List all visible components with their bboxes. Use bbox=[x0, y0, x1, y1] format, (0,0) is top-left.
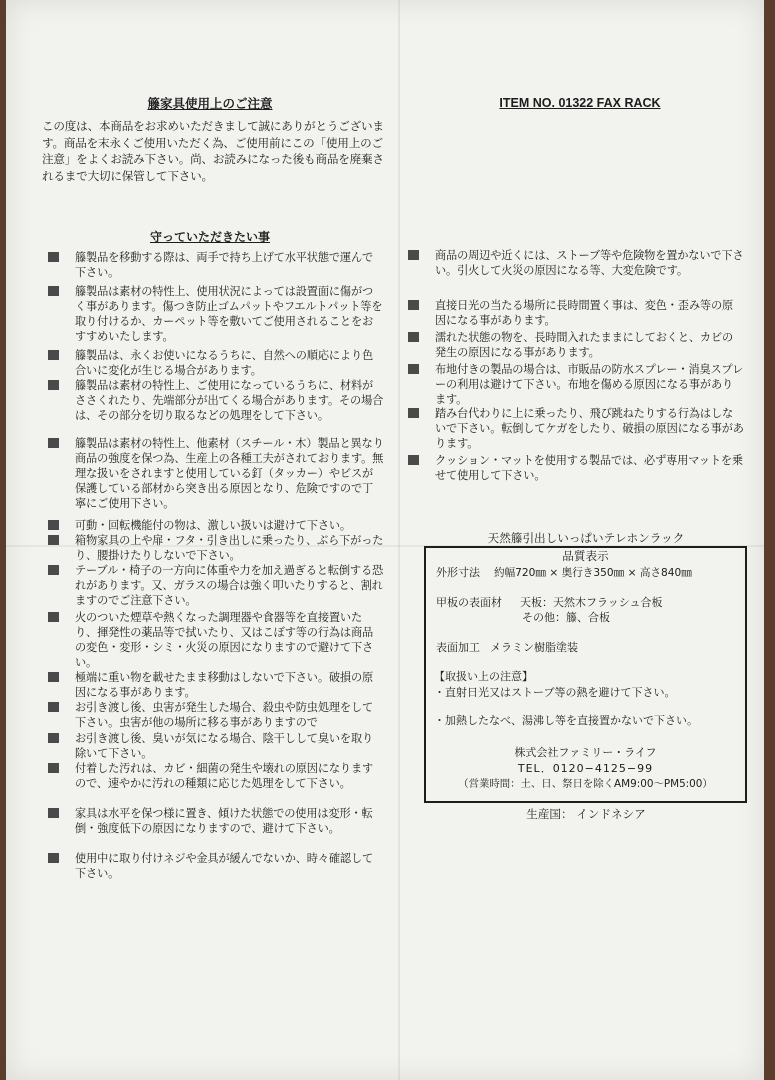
bullet-square-icon bbox=[48, 286, 59, 296]
product-name: 天然籐引出しいっぱいテレホンラック bbox=[487, 531, 685, 545]
bullet-square-icon bbox=[48, 520, 59, 530]
caution-text: 箱物家具の上や扉・フタ・引き出しに乗ったり、ぶら下がったり、腰掛けたりしないで下さい。 bbox=[75, 534, 384, 562]
bullet-square-icon bbox=[408, 455, 419, 465]
caution-text: お引き渡し後、虫害が発生した場合、殺虫や防虫処理をして下さい。虫害が他の場所に移る事がありますので bbox=[75, 701, 374, 729]
caution-item bbox=[48, 250, 384, 280]
caution-item bbox=[408, 406, 744, 451]
section-heading: 守っていただきたい事 bbox=[149, 230, 270, 244]
material-label: 甲板の表面材 bbox=[436, 596, 502, 609]
bullet-square-icon bbox=[48, 853, 59, 863]
bullet-square-icon bbox=[408, 332, 419, 342]
caution-item bbox=[408, 330, 744, 360]
caution-text: 極端に重い物を載せたまま移動はしないで下さい。破損の原因になる事があります。 bbox=[75, 671, 374, 699]
bullet-square-icon bbox=[48, 733, 59, 743]
caution-item bbox=[48, 761, 384, 791]
caution-item bbox=[48, 610, 384, 670]
caution-item bbox=[48, 563, 384, 608]
caution-text: 商品の周辺や近くには、ストーブ等や危険物を置かないで下さい。引火して火災の原因になる等、大変危険です。 bbox=[435, 249, 744, 277]
business-hours: （営業時間：土、日、祭日を除くAM9:00〜PM5:00） bbox=[458, 778, 713, 790]
caution-item bbox=[48, 533, 384, 563]
caution-item bbox=[408, 362, 744, 407]
bullet-square-icon bbox=[48, 702, 59, 712]
caution-text: 濡れた状態の物を、長時間入れたままにしておくと、カビの発生の原因になる事があります。 bbox=[435, 331, 734, 359]
document-title: 籐家具使用上のご注意 bbox=[147, 96, 273, 111]
bullet-square-icon bbox=[408, 408, 419, 418]
intro-paragraph: この度は、本商品をお求めいただきまして誠にありがとうございます。商品を末永くご使用いただく為、ご使用前にこの「使用上のご注意」をよくお読み下さい。尚、お読みになった後も商品を廃棄されるまで大切に保管して下さい。 bbox=[42, 119, 384, 183]
bullet-square-icon bbox=[48, 350, 59, 360]
material-top: 天板：天然木フラッシュ合板 bbox=[520, 596, 663, 609]
caution-item bbox=[48, 436, 384, 511]
fold-line-vertical bbox=[398, 0, 400, 1080]
bullet-square-icon bbox=[48, 252, 59, 262]
caution-item bbox=[48, 731, 384, 761]
bullet-square-icon bbox=[48, 380, 59, 390]
handling-note: ・直射日光又はストーブ等の熱を避けて下さい。 bbox=[434, 686, 676, 699]
caution-text: 籐製品は素材の特性上、使用状況によっては設置面に傷がつく事があります。傷つき防止ゴムパットやフエルトパット等を取り付けるか、カーペット等を敷いてご使用されることをおすすめいたします。 bbox=[75, 285, 383, 343]
finish-label: 表面加工 bbox=[436, 641, 480, 654]
caution-text: 籐製品は素材の特性上、ご使用になっているうちに、材料がささくれたり、先端部分が出てくる場合があります。その場合は、その部分を切り取るなどの処理をして下さい。 bbox=[75, 379, 384, 422]
handling-note: ・加熱したなべ、湯沸し等を直接置かないで下さい。 bbox=[434, 714, 698, 727]
caution-text: 可動・回転機能付の物は、激しい扱いは避けて下さい。 bbox=[75, 519, 351, 532]
caution-text: 付着した汚れは、カビ・細菌の発生や壊れの原因になりますので、速やかに汚れの種類に応じた処理をして下さい。 bbox=[75, 762, 374, 790]
finish-value: メラミン樹脂塗装 bbox=[490, 641, 578, 654]
caution-text: お引き渡し後、臭いが気になる場合、陰干しして臭いを取り除いて下さい。 bbox=[75, 732, 374, 760]
quality-label-title: 品質表示 bbox=[562, 549, 609, 563]
size-label: 外形寸法 bbox=[436, 566, 480, 579]
country-of-origin: 生産国： インドネシア bbox=[526, 807, 646, 821]
item-number-title: ITEM NO. 01322 FAX RACK bbox=[499, 96, 661, 110]
caution-text: 使用中に取り付けネジや金具が緩んでないか、時々確認して下さい。 bbox=[75, 852, 374, 880]
company-name: 株式会社ファミリー・ライフ bbox=[514, 746, 657, 759]
caution-item bbox=[48, 851, 384, 881]
caution-text: クッション・マットを使用する製品では、必ず専用マットを乗せて使用して下さい。 bbox=[435, 454, 743, 482]
bullet-square-icon bbox=[48, 535, 59, 545]
caution-text: テーブル・椅子の一方向に体重や力を加え過ぎると転倒する恐れがあります。又、ガラスの場合は強く叩いたりすると、割れますのでご注意下さい。 bbox=[75, 564, 384, 607]
bullet-square-icon bbox=[48, 565, 59, 575]
caution-text: 布地付きの製品の場合は、市販品の防水スプレー・消臭スプレーの利用は避けて下さい。布地を傷める原因になる事があります。 bbox=[435, 363, 744, 406]
caution-text: 家具は水平を保つ様に置き、傾けた状態での使用は変形・転倒・強度低下の原因になりますので、避けて下さい。 bbox=[75, 807, 373, 835]
bullet-square-icon bbox=[48, 763, 59, 773]
caution-item bbox=[408, 453, 744, 483]
handling-title: 【取扱い上の注意】 bbox=[434, 670, 533, 683]
bullet-square-icon bbox=[408, 300, 419, 310]
caution-item bbox=[408, 248, 744, 278]
material-other: その他：籐、合板 bbox=[522, 611, 610, 624]
bullet-square-icon bbox=[48, 672, 59, 682]
caution-item bbox=[48, 806, 384, 836]
caution-item bbox=[408, 298, 744, 328]
bullet-square-icon bbox=[48, 438, 59, 448]
caution-text: 踏み台代わりに上に乗ったり、飛び跳ねたりする行為はしないで下さい。転倒してケガをしたり、破損の原因になる事があります。 bbox=[435, 407, 744, 450]
quality-label-box bbox=[424, 546, 747, 803]
caution-item bbox=[48, 700, 384, 730]
telephone: TEL．0120−4125−99 bbox=[517, 762, 654, 775]
caution-item bbox=[48, 518, 384, 533]
bullet-square-icon bbox=[408, 364, 419, 374]
caution-item bbox=[48, 284, 384, 344]
caution-item bbox=[48, 670, 384, 700]
caution-item bbox=[48, 378, 384, 423]
bullet-square-icon bbox=[48, 808, 59, 818]
caution-item bbox=[48, 348, 384, 378]
caution-text: 火のついた煙草や熱くなった調理器や食器等を直接置いたり、揮発性の薬品等で拭いたり、又はこぼす等の行為は商品の変色・変形・シミ・火災の原因になりますので避けて下さい。 bbox=[75, 611, 374, 669]
caution-text: 籐製品を移動する際は、両手で持ち上げて水平状態で運んで下さい。 bbox=[75, 251, 374, 279]
size-value: 約幅720㎜ × 奥行き350㎜ × 高さ840㎜ bbox=[494, 567, 692, 579]
caution-text: 直接日光の当たる場所に長時間置く事は、変色・歪み等の原因になる事があります。 bbox=[435, 299, 734, 327]
bullet-square-icon bbox=[48, 612, 59, 622]
caution-text: 籐製品は、永くお使いになるうちに、自然への順応により色合いに変化が生じる場合があります。 bbox=[75, 349, 374, 377]
caution-text: 籐製品は素材の特性上、他素材（スチール・木）製品と異なり商品の強度を保つ為、生産上の各種工夫がされております。無理な扱いをされますと使用している釘（タッカー）やビスが保護している部材から突き出る原因となり、危険ですので丁寧にご使用下さい。 bbox=[75, 437, 384, 510]
bullet-square-icon bbox=[408, 250, 419, 260]
